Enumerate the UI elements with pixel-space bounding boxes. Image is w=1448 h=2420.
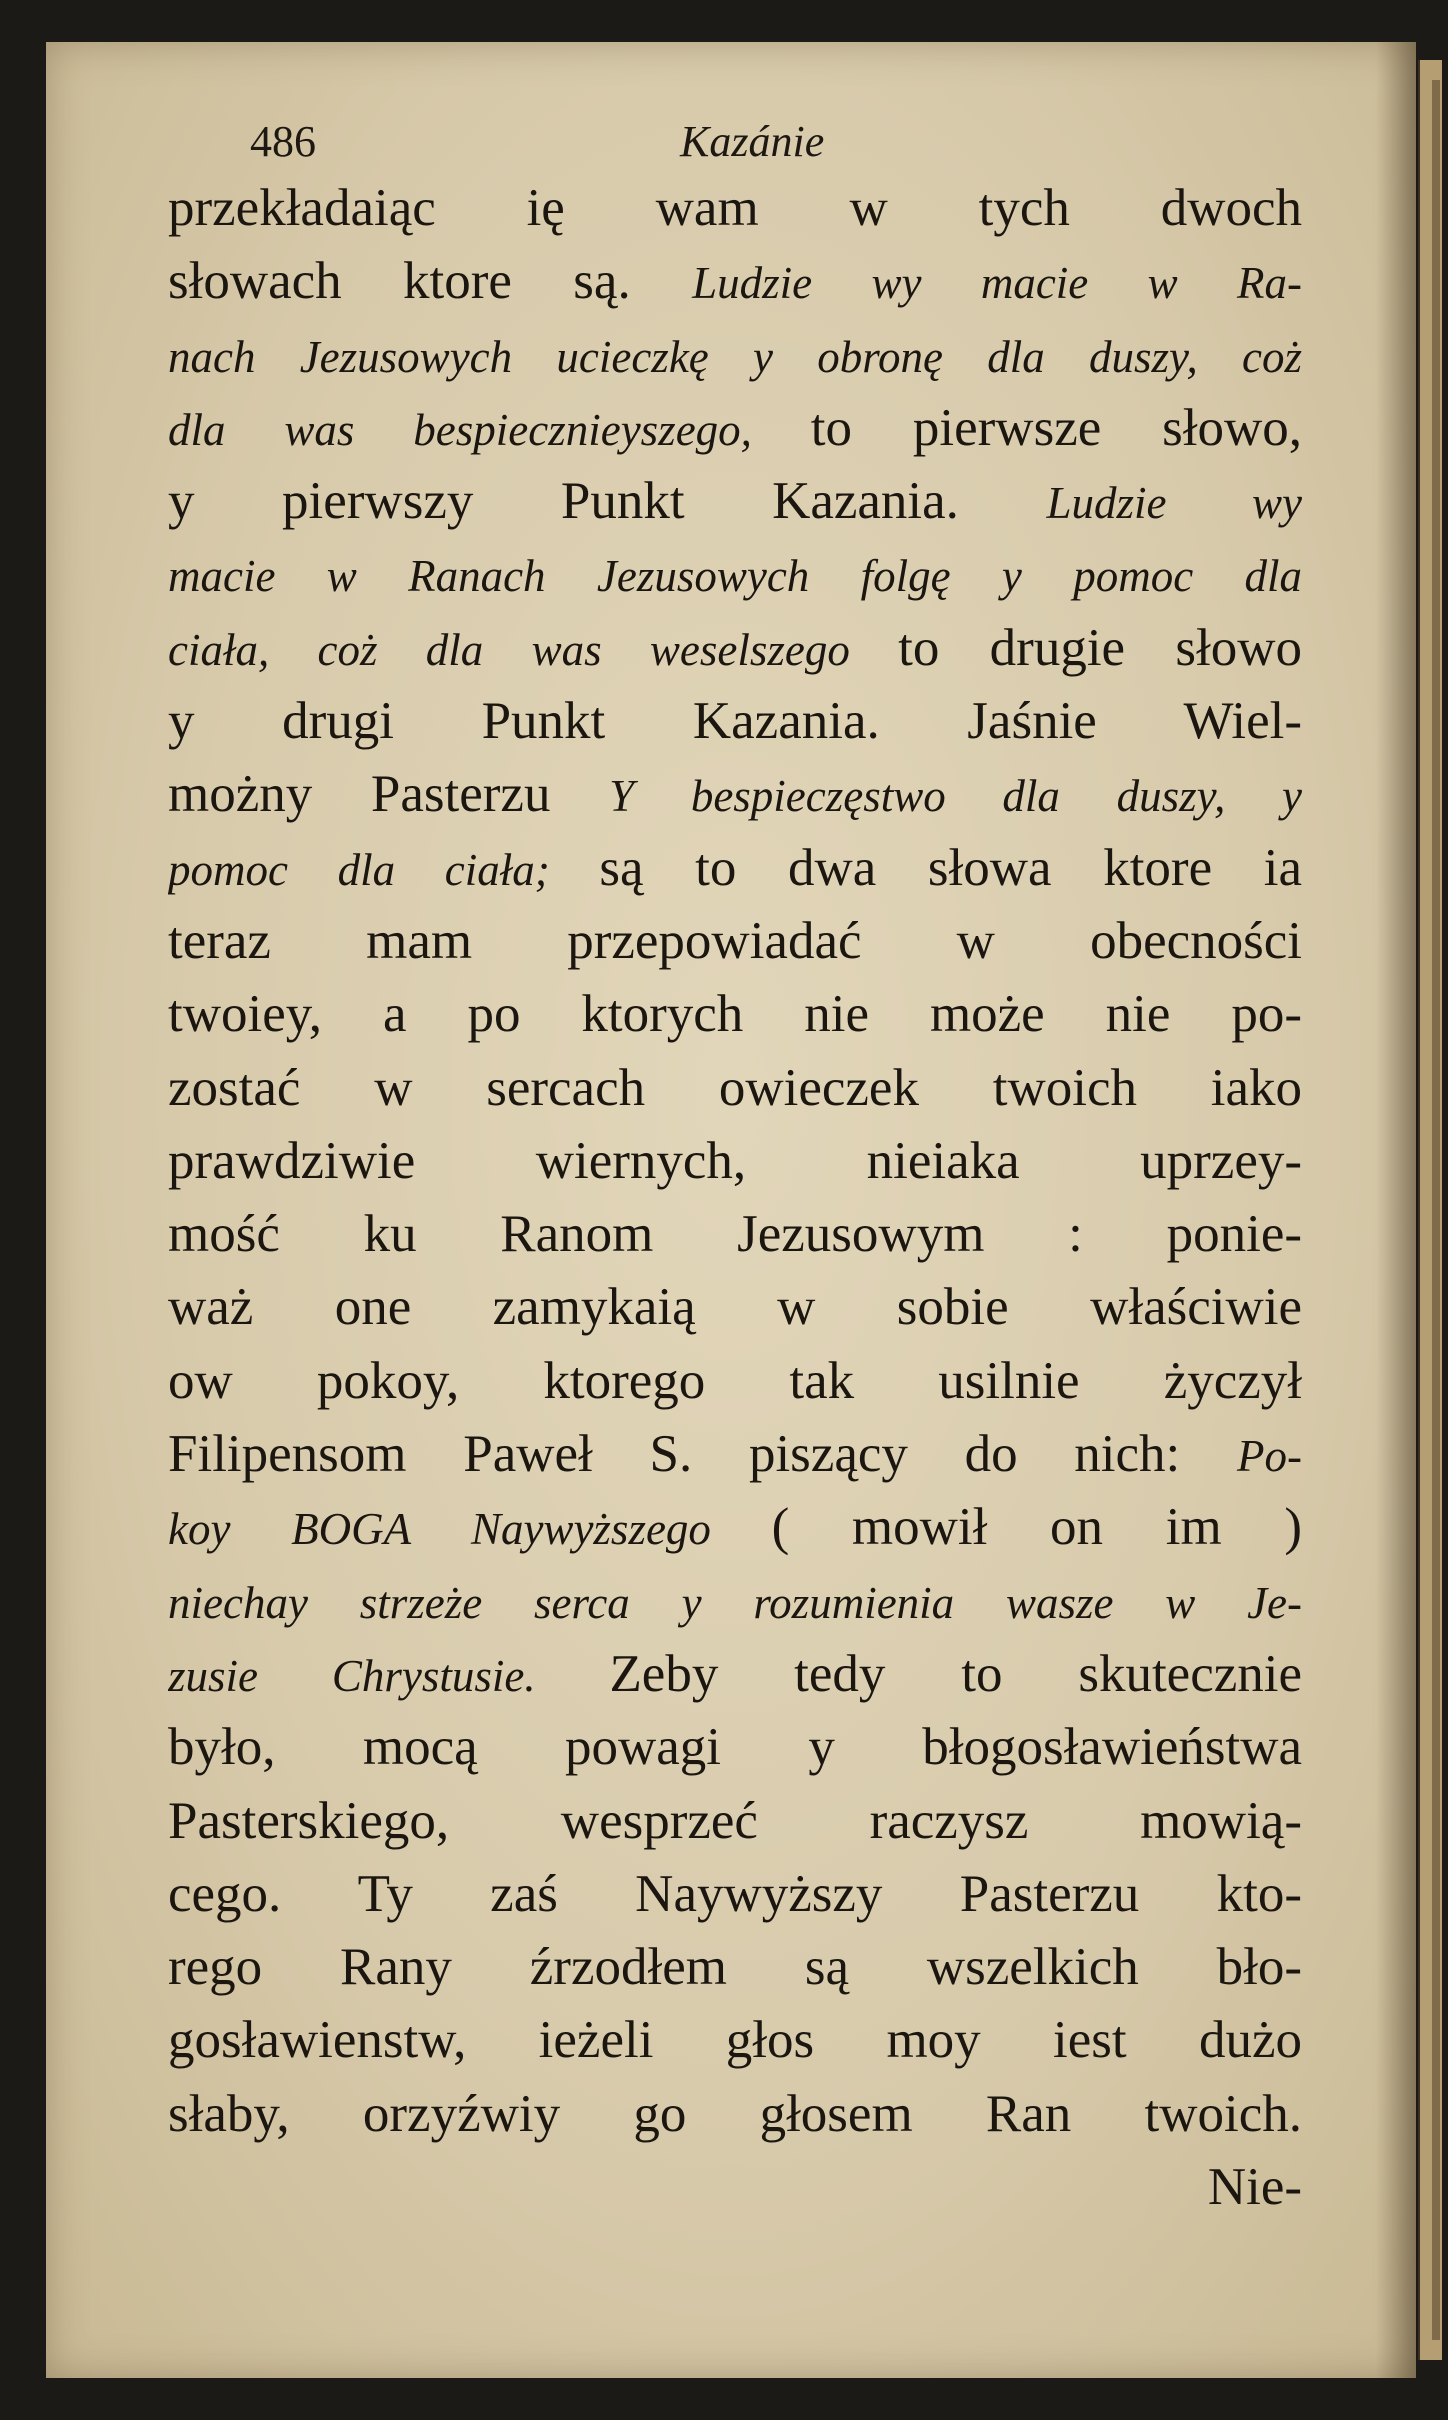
roman-segment: słaby, orzyźwiy go głosem Ran twoich.: [168, 2084, 1302, 2143]
roman-segment: Zeby tedy to skutecznie: [609, 1644, 1302, 1703]
catchword: Nie-: [1207, 2158, 1302, 2217]
text-line: [168, 612, 1302, 685]
roman-segment: cego. Ty zaś Naywyższy Pasterzu kto-: [168, 1864, 1302, 1923]
text-line: [168, 1345, 1302, 1418]
text-line: [168, 758, 1302, 831]
text-line: [168, 2078, 1302, 2151]
text-line: [168, 245, 1302, 318]
text-line: [168, 1125, 1302, 1198]
text-line: [168, 1271, 1302, 1344]
roman-segment: ow pokoy, ktorego tak usilnie życzył: [168, 1351, 1302, 1410]
italic-segment: zusie Chrystusie.: [168, 1650, 610, 1701]
text-line: [168, 905, 1302, 978]
sermon-text: [168, 172, 1302, 2224]
text-line: [168, 172, 1302, 245]
text-line: [168, 685, 1302, 758]
roman-segment: gosławienstw, ieżeli głos moy iest dużo: [168, 2011, 1302, 2070]
text-line: [168, 1418, 1302, 1491]
roman-segment: rego Rany źrzodłem są wszelkich bło-: [168, 1938, 1302, 1997]
italic-segment: nach Jezusowych ucieczkę y obronę dla duszy, coż: [168, 331, 1302, 382]
roman-segment: Pasterskiego, wesprzeć raczysz mowią-: [168, 1791, 1302, 1850]
text-line: [168, 465, 1302, 538]
text-line: [168, 1858, 1302, 1931]
text-line: [168, 1638, 1302, 1711]
roman-segment: prawdziwie wiernych, nieiaka uprzey-: [168, 1131, 1302, 1190]
text-line: [168, 392, 1302, 465]
running-head: [250, 116, 1280, 176]
text-line: [168, 832, 1302, 905]
text-line: [168, 319, 1302, 392]
roman-segment: są to dwa słowa ktore ia: [599, 838, 1302, 897]
italic-segment: Ludzie wy macie w Ra-: [692, 258, 1302, 309]
italic-segment: Y bespieczęstwo dla duszy, y: [609, 771, 1302, 822]
italic-segment: Ludzie wy: [1046, 478, 1302, 529]
roman-segment: Filipensom Paweł S. piszący do nich:: [168, 1425, 1238, 1484]
roman-segment: teraz mam przepowiadać w obecności: [168, 911, 1302, 970]
page-gutter-shadow: [1376, 42, 1416, 2378]
roman-segment: przekładaiąc ię wam w tych dwoch: [168, 179, 1302, 237]
text-line: [168, 1931, 1302, 2004]
roman-segment: słowach ktore są.: [168, 252, 693, 311]
italic-segment: ciała, coż dla was weselszego: [168, 624, 899, 675]
italic-segment: Po-: [1237, 1431, 1302, 1482]
roman-segment: y pierwszy Punkt Kazania.: [168, 472, 1047, 531]
roman-segment: mość ku Ranom Jezusowym : ponie-: [168, 1205, 1302, 1264]
text-line: [168, 1491, 1302, 1564]
text-line: [168, 1565, 1302, 1638]
roman-segment: y drugi Punkt Kazania. Jaśnie Wiel-: [168, 692, 1302, 751]
text-line: [168, 2004, 1302, 2077]
roman-segment: to pierwsze słowo,: [810, 398, 1302, 457]
roman-segment: ( mowił on im ): [771, 1498, 1302, 1557]
text-line: [168, 1785, 1302, 1858]
roman-segment: było, mocą powagi y błogosławieństwa: [168, 1718, 1302, 1777]
italic-segment: dla was bespiecznieyszego,: [168, 404, 811, 455]
text-line: [168, 538, 1302, 611]
header-title: Kazánie: [680, 117, 825, 166]
text-line: [168, 1052, 1302, 1125]
roman-segment: to drugie słowo: [898, 618, 1302, 677]
roman-segment: możny Pasterzu: [168, 765, 610, 824]
page-number: 486: [250, 117, 316, 166]
text-line: [168, 1711, 1302, 1784]
italic-segment: koy BOGA Naywyższego: [168, 1504, 772, 1555]
roman-segment: waż one zamykaią w sobie właściwie: [168, 1278, 1302, 1337]
text-line: [168, 978, 1302, 1051]
italic-segment: macie w Ranach Jezusowych folgę y pomoc dla: [168, 551, 1302, 602]
roman-segment: twoiey, a po ktorych nie może nie po-: [168, 985, 1302, 1044]
italic-segment: pomoc dla ciała;: [168, 844, 600, 895]
italic-segment: niechay strzeże serca y rozumienia wasze w Je-: [168, 1577, 1302, 1628]
roman-segment: zostać w sercach owieczek twoich iako: [168, 1058, 1302, 1117]
text-line: [168, 1198, 1302, 1271]
adjacent-page-shadow: [1432, 80, 1440, 2340]
